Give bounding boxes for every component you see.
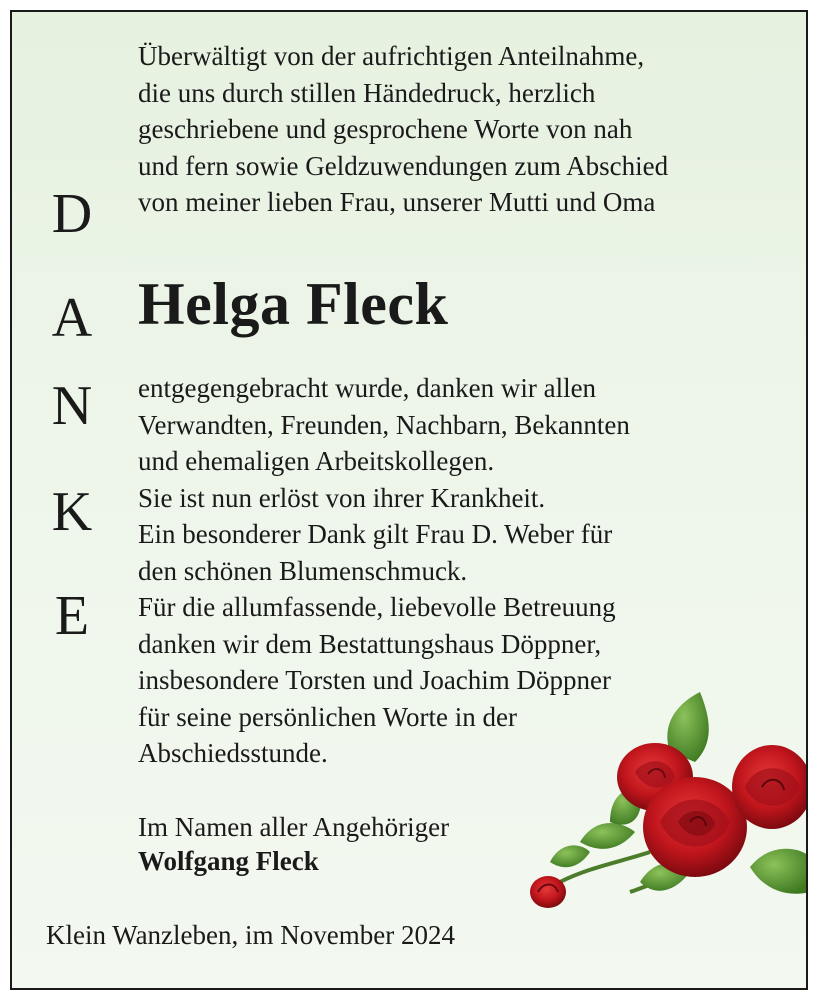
intro-line: Überwältigt von der aufrichtigen Anteilnahme, (138, 41, 645, 71)
danke-letter-k: K (51, 481, 93, 543)
danke-letter-d: D (51, 183, 93, 245)
signature-name: Wolfgang Fleck (138, 846, 319, 876)
body-line: Für die allumfassende, liebevolle Betreuung (138, 592, 616, 622)
leaf-icon (550, 845, 590, 867)
body-line: entgegengebracht wurde, danken wir allen (138, 373, 597, 403)
body-line: Abschiedsstunde. (138, 738, 328, 768)
danke-letter-n: N (51, 375, 93, 437)
body-line: Sie ist nun erlöst von ihrer Krankheit. (138, 482, 546, 513)
intro-paragraph (138, 38, 668, 221)
signature-intro: Im Namen aller Angehöriger (138, 812, 450, 842)
danke-letter-e: E (54, 585, 90, 647)
signature-block (138, 810, 449, 878)
leaf-icon (750, 849, 808, 894)
deceased-name: Helga Fleck (138, 271, 449, 337)
body-line: Ein besonderer Dank gilt Frau D. Weber für (138, 519, 613, 549)
obituary-card (10, 10, 808, 990)
place-date: Klein Wanzleben, im November 2024 (46, 920, 455, 950)
body-line: danken wir dem Bestattungshaus Döppner, (138, 628, 602, 659)
intro-line: die uns durch stillen Händedruck, herzlich (138, 77, 596, 108)
rose-bud-icon (530, 876, 566, 908)
body-line: und ehemaligen Arbeitskollegen. (138, 446, 495, 476)
body-line: Verwandten, Freunden, Nachbarn, Bekannten (138, 409, 630, 440)
intro-line: von meiner lieben Frau, unserer Mutti und Oma (138, 187, 656, 217)
body-line: insbesondere Torsten und Joachim Döppner (138, 665, 612, 695)
roses-illustration (510, 692, 808, 922)
intro-line: geschriebene und gesprochene Worte von nah (138, 114, 633, 144)
body-line: den schönen Blumenschmuck. (138, 555, 468, 586)
intro-line: und fern sowie Geldzuwendungen zum Abschied (138, 150, 669, 181)
danke-letter-a: A (51, 287, 93, 349)
body-line: für seine persönlichen Worte in der (138, 701, 517, 732)
leaf-icon (580, 823, 635, 849)
rose-icon (643, 777, 747, 877)
